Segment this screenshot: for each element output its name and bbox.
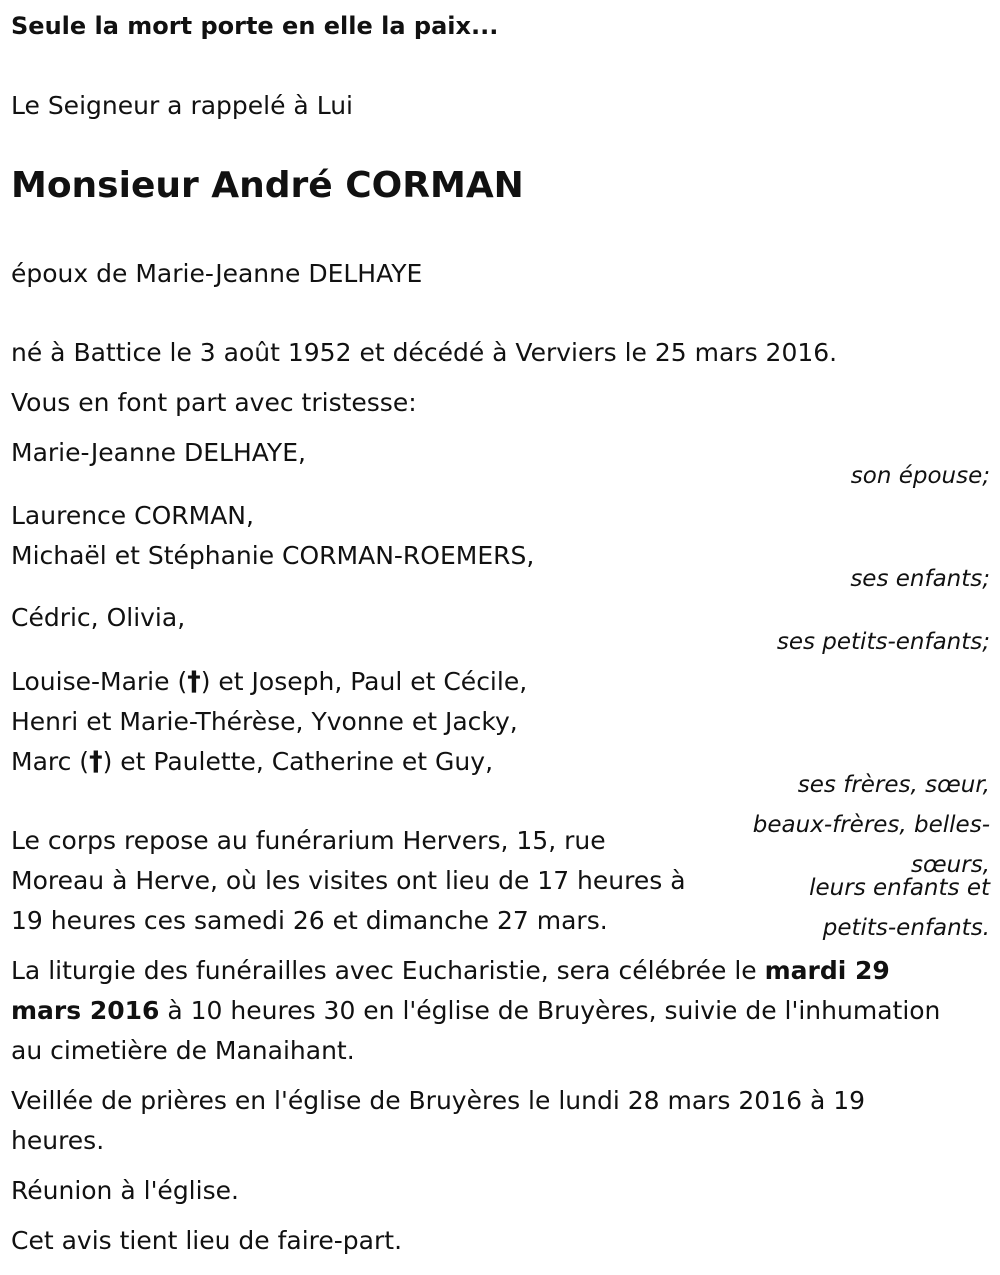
- family-child-1: Laurence CORMAN,: [11, 501, 254, 530]
- liturgy-line-3: au cimetière de Manaihant.: [11, 1036, 355, 1065]
- siblings-line-1-part-b: ) et Joseph, Paul et Cécile,: [200, 667, 528, 696]
- siblings-relation-2: beaux-frères, belles-: [752, 812, 990, 838]
- spouse-line: époux de Marie-Jeanne DELHAYE: [11, 259, 423, 288]
- liturgy-line-2-text: à 10 heures 30 en l'église de Bruyères, suivie de l'inhumation: [159, 996, 941, 1025]
- siblings-line-3-part-b: ) et Paulette, Catherine et Guy,: [102, 747, 494, 776]
- liturgy-date-day: mardi 29: [764, 956, 890, 985]
- liturgy-line-1: [11, 951, 890, 991]
- family-siblings-line-3: [11, 742, 493, 782]
- liturgy-date-month: mars 2016: [11, 996, 160, 1025]
- intro-line: Le Seigneur a rappelé à Lui: [11, 91, 353, 120]
- family-spouse-relation: son épouse;: [850, 463, 990, 489]
- siblings-line-3-part-a: Marc (: [11, 747, 90, 776]
- family-siblings-line-1: [11, 662, 527, 702]
- liturgy-line-2: [11, 991, 940, 1031]
- liturgy-line-1-text: La liturgie des funérailles avec Eucharistie, sera célébrée le: [11, 956, 765, 985]
- siblings-relation-3: sœurs,: [911, 852, 990, 878]
- siblings-relation-4: leurs enfants et: [809, 875, 990, 901]
- closing-line: Cet avis tient lieu de faire-part.: [11, 1226, 403, 1255]
- cross-icon: †: [89, 746, 103, 777]
- reunion-line: Réunion à l'église.: [11, 1176, 239, 1205]
- cross-icon: †: [187, 666, 201, 697]
- viewing-line-3: 19 heures ces samedi 26 et dimanche 27 mars.: [11, 906, 608, 935]
- announce-line: Vous en font part avec tristesse:: [11, 388, 417, 417]
- family-children-relation: ses enfants;: [850, 566, 990, 592]
- siblings-relation-1: ses frères, sœur,: [797, 772, 990, 798]
- family-child-2: Michaël et Stéphanie CORMAN-ROEMERS,: [11, 541, 535, 570]
- vigil-line-2: heures.: [11, 1126, 105, 1155]
- vigil-line-1: Veillée de prières en l'église de Bruyères le lundi 28 mars 2016 à 19: [11, 1086, 866, 1115]
- viewing-line-1: Le corps repose au funérarium Hervers, 15, rue: [11, 826, 606, 855]
- family-siblings-line-2: Henri et Marie-Thérèse, Yvonne et Jacky,: [11, 707, 518, 736]
- family-grandchildren: Cédric, Olivia,: [11, 603, 186, 632]
- birth-death-line: né à Battice le 3 août 1952 et décédé à Verviers le 25 mars 2016.: [11, 338, 838, 367]
- siblings-relation-5: petits-enfants.: [822, 915, 990, 941]
- viewing-line-2: Moreau à Herve, où les visites ont lieu de 17 heures à: [11, 866, 686, 895]
- opening-quote: Seule la mort porte en elle la paix...: [11, 12, 499, 40]
- siblings-line-1-part-a: Louise-Marie (: [11, 667, 188, 696]
- deceased-name: Monsieur André CORMAN: [11, 165, 524, 206]
- family-spouse-name: Marie-Jeanne DELHAYE,: [11, 438, 306, 467]
- family-grandchildren-relation: ses petits-enfants;: [776, 629, 990, 655]
